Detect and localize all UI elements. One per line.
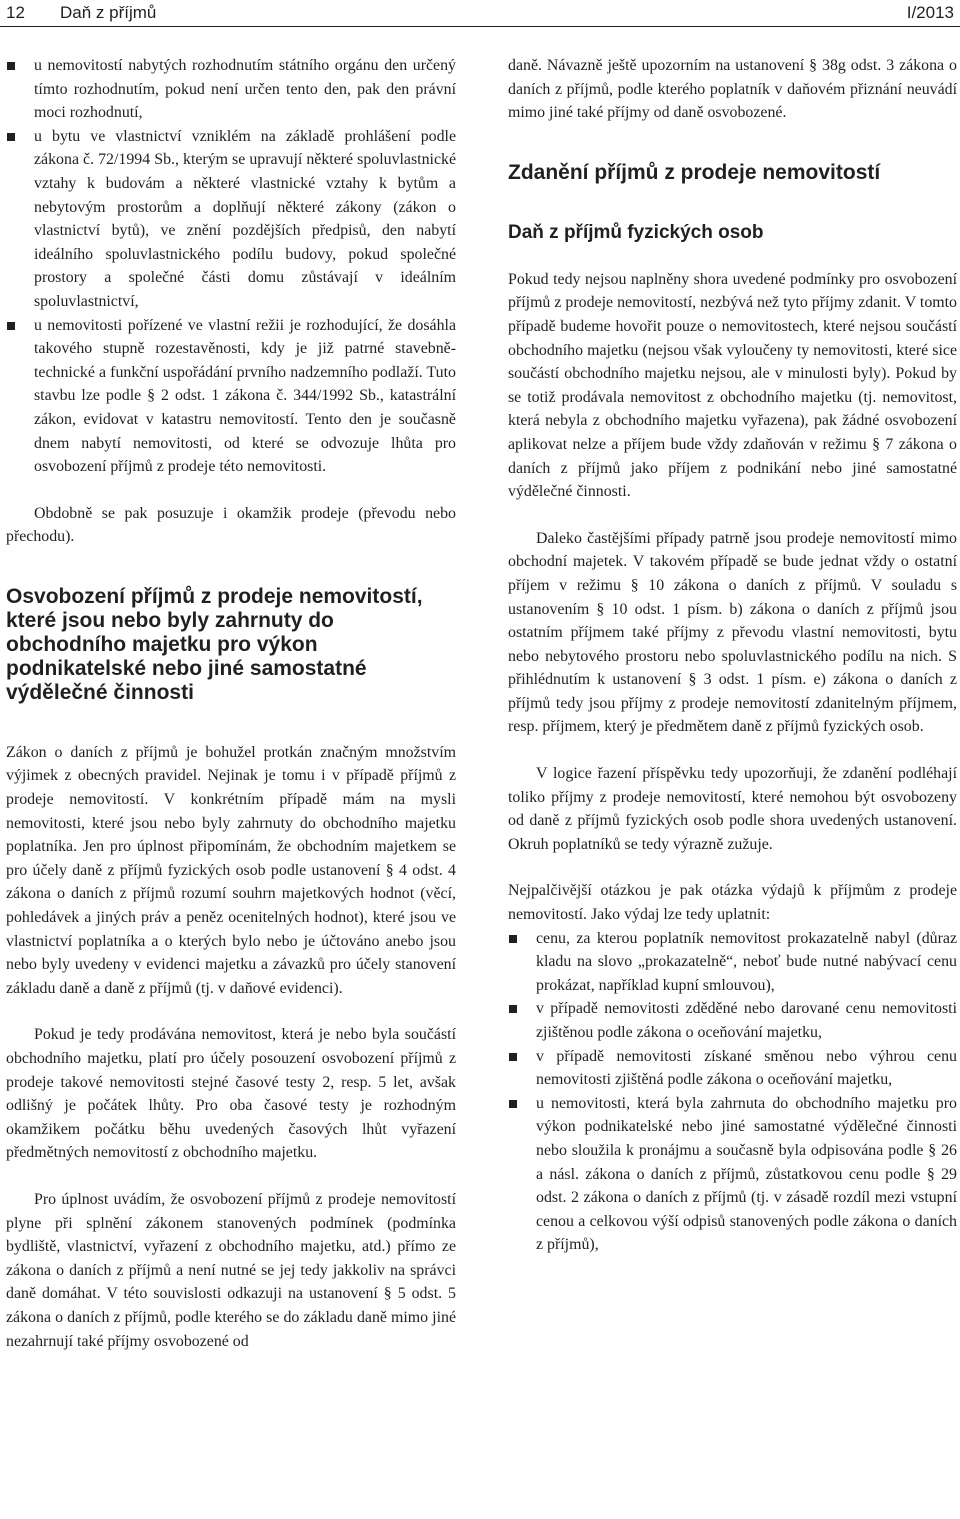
section-heading: Osvobození příjmů z prodeje nemovitostí, které jsou nebo byly zahrnuty do obchodního majetku pro výkon podnikatelské nebo jiné samostatné výdělečné činnosti	[6, 584, 423, 704]
paragraph: Pokud je tedy prodávána nemovitost, která je nebo byla součástí obchodního majetku, platí pro účely posouzení osvobození příjmů z prodeje takové nemovitosti stejné časové testy 2, resp. 5 let, avšak odlišný je počátek lhůty. Pro oba časové testy je rozhodným okamžikem počátku běhu uvedených časových lhůt vyřazení předmětných nemovitostí z obchodního majetku.	[6, 1026, 456, 1162]
paragraph: daně. Návazně ještě upozorním na ustanovení § 38g odst. 3 zákona o daních z příjmů, podle kterého poplatník v daňovém přiznání neuvádí mimo jiné také příjmy od daně osvobozené.	[508, 57, 957, 122]
list-item: v případě nemovitosti zděděné nebo darované cenu nemovitosti zjištěnou podle zákona o oceňování majetku,	[508, 997, 957, 1044]
paragraph: Nejpalčivější otázkou je pak otázka výdajů k příjmům z prodeje nemovitostí. Jako výdaj lze tedy uplatnit:	[508, 882, 957, 924]
paragraph: Obdobně se pak posuzuje i okamžik prodeje (převodu nebo přechodu).	[6, 504, 456, 546]
paragraph: Zákon o daních z příjmů je bohužel protkán značným množstvím výjimek z obecných pravidel. Nejinak je tomu i v případě příjmů z prodeje nemovitostí. V konkrétním případě mám na mysli nemovitosti, které jsou nebo byly zahrnuty do obchodního majetku poplatníka. Jen pro úplnost připomínám, že obchodním majetkem se pro účely daně z příjmů fyzických osob podle ustanovení § 4 odst. 4 zákona o daních z příjmů rozumí souhrn majetkových hodnot (věcí, pohledávek a jiných práv a peněz ocenitelných hodnot), které jsou ve vlastnictví poplatníka a o kterých bylo nebo je účtováno anebo jsou nebo byly uvedeny v evidenci majetku a závazků pro účely stanovení základu daně a daně z příjmů (tj. v daňové evidenci).	[6, 743, 456, 997]
list-item: u nemovitosti pořízené ve vlastní režii je rozhodující, že dosáhla takového stupně rozestavěnosti, kdy je již patrné stavebně-technické a funkční uspořádání prvního nadzemního podlaží. Tuto stavbu lze podle § 2 odst. 1 zákona č. 344/1992 Sb., katastrální zákon, evidovat v katastru nemovitostí. Tento den je současně dnem nabytí nemovitosti, od které se odvozuje lhůta pro osvobození příjmů z prodeje této nemovitosti.	[6, 314, 456, 479]
left-column	[6, 54, 456, 1353]
square-bullet-icon	[7, 62, 15, 70]
list-item: v případě nemovitosti získané směnou nebo výhrou cenu nemovitosti zjištěná podle zákona o oceňování majetku,	[508, 1045, 957, 1092]
list-item: u bytu ve vlastnictví vzniklém na základě prohlášení podle zákona č. 72/1994 Sb., kterým se upravují některé spoluvlastnické vztahy k budovám a některé vlastnické vztahy k bytům a nebytovým prostorům a doplňují některé zákony (zákon o vlastnictví bytů), ve znění pozdějších předpisů, den nabytí ideálního spoluvlastnického podílu budovy, pokud společné prostory a společné části domu zůstávají v ideálním spoluvlastnictví,	[6, 125, 456, 314]
list-item: cenu, za kterou poplatník nemovitost prokazatelně nabyl (důraz kladu na slovo „prokazatelně“, neboť bude nutné nabývací cenu prokázat, například kupní smlouvou),	[508, 927, 957, 998]
paragraph: Pokud tedy nejsou naplněny shora uvedené podmínky pro osvobození příjmů z prodeje nemovitostí, nezbývá než tyto příjmy zdanit. V tomto případě budeme hovořit pouze o nemovitostech, které nejsou součástí obchodního majetku (nejsou však vyloučeny ty nemovitosti, které sice součástí obchodního majetku nejsou, ale v minulosti byly). Pokud by se totiž prodávala nemovitost z obchodního majetku (tj. nemovitost, která nebyla z obchodního majetku vyřazena), pak žádné osvobození aplikovat nelze a příjem bude vždy zdaňován v režimu § 7 zákona o daních z příjmů jako příjem z podnikání nebo jiné samostatné výdělečné činnosti.	[508, 270, 957, 501]
page-number: 12	[6, 3, 25, 22]
square-bullet-icon	[509, 1100, 517, 1108]
issue-number: I/2013	[906, 3, 954, 22]
list-item: u nemovitosti, která byla zahrnuta do obchodního majetku pro výkon podnikatelské nebo jiné samostatné výdělečné činnosti nebo sloužila k pronájmu a současně byla odpisována podle § 26 a násl. zákona o daních z příjmů, zůstatkovou cenu podle § 29 odst. 2 zákona o daních z příjmů (tj. v zásadě rozdíl mezi vstupní cenou a celkovou výší odpisů stanovených podle zákona o daních z příjmů),	[508, 1092, 957, 1257]
square-bullet-icon	[509, 1005, 517, 1013]
square-bullet-icon	[509, 935, 517, 943]
paragraph: V logice řazení příspěvku tedy upozorňuji, že zdanění podléhají toliko příjmy z prodeje nemovitostí, které nemohou být osvobozeny od daně z příjmů fyzických osob podle shora uvedených ustanovení. Okruh poplatníků se tedy výrazně zužuje.	[508, 765, 957, 853]
right-column	[508, 54, 957, 1257]
paragraph: Pro úplnost uvádím, že osvobození příjmů z prodeje nemovitostí plyne při splnění zákonem stanovených podmínek (podmínka bydliště, vlastnictví, vyřazení z obchodního majetku, atd.) přímo ze zákona o daních z příjmů a není nutné se jej tedy jakkoliv na správci daně domáhat. V této souvislosti odkazuji na ustanovení § 5 odst. 5 zákona o daních z příjmů, podle kterého se do základu daně mimo jiné nezahrnují také příjmy osvobozené od	[6, 1190, 456, 1350]
page-header	[0, 0, 960, 28]
list-item: u nemovitostí nabytých rozhodnutím státního orgánu den určený tímto rozhodnutím, pokud není určen tento den, pak den právní moci rozhodnutí,	[6, 54, 456, 125]
acquisition-bullet-list	[6, 54, 456, 479]
square-bullet-icon	[7, 322, 15, 330]
expense-bullet-list	[508, 927, 957, 1257]
square-bullet-icon	[7, 133, 15, 141]
section-heading: Zdanění příjmů z prodeje nemovitostí	[508, 160, 881, 184]
header-rule	[0, 26, 960, 27]
paragraph: Daleko častějšími případy patrně jsou prodeje nemovitostí mimo obchodní majetek. V takovém případě se bude jednat vždy o ostatní příjem v režimu § 10 zákona o daních z příjmů. V souladu s ustanovením § 10 odst. 1 písm. b) zákona o daních z příjmů jsou ostatním příjmem také příjmy z převodu vlastní nemovitosti, bytu nebo nebytového prostoru nebo spoluvlastnického podílu na nich. S přihlédnutím k ustanovení § 3 odst. 1 písm. e) zákona o daních z příjmů tedy jsou příjmy z prodeje nemovitostí zdanitelným příjmem, resp. příjmem, který je předmětem daně z příjmů fyzických osob.	[508, 529, 957, 736]
square-bullet-icon	[509, 1053, 517, 1061]
running-title: Daň z příjmů	[60, 3, 157, 22]
subsection-heading: Daň z příjmů fyzických osob	[508, 221, 764, 243]
